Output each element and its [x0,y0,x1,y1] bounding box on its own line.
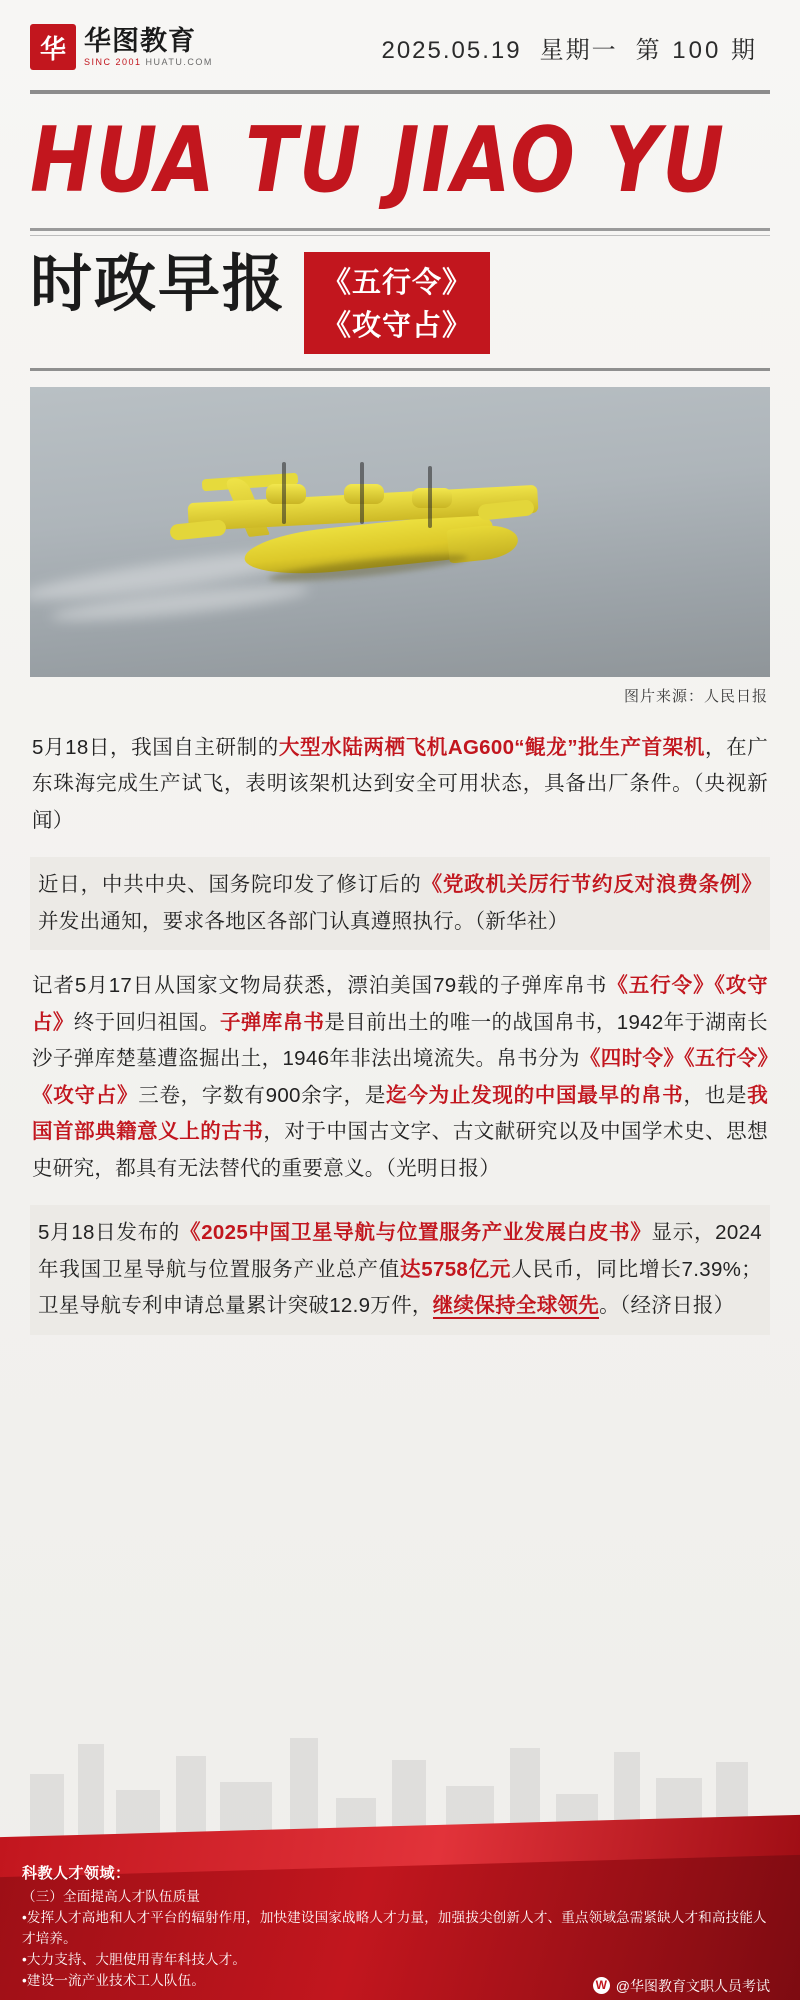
badge-line-1: 《五行令》 [322,267,473,299]
highlight-segment: 子弹库帛书 [219,1010,325,1034]
photo-block [0,371,800,706]
engine-2 [344,484,384,504]
logo-subtitle [84,58,213,67]
highlight-segment: 大型水陆两栖飞机AG600“鲲龙”批生产首架机 [278,736,705,759]
title-divider-thick [30,228,770,231]
logo-text [84,25,213,67]
highlight-segment: 我国首部典籍意义上的古书 [32,1083,769,1144]
highlight-segment: 《五行令》《攻守占》 [32,974,768,1034]
weibo-handle[interactable] [593,1976,770,1996]
text-segment: 5月18日，我国自主研制的 [32,736,279,759]
text-segment: 显示，2024年我国卫星导航与位置服务产业总产值 [38,1221,762,1281]
footer-banner [0,1848,800,2000]
engine-1 [266,484,306,504]
issue-number: 第 100 期 [635,36,758,64]
highlight-segment: 迄今为止发现的中国最早的帛书 [386,1083,684,1107]
header [0,0,800,80]
weekday-text: 星期一 [539,36,618,64]
brand-logo [30,24,213,70]
text-segment: ，在广东珠海完成生产试飞，表明该架机达到安全可用状态，具备出厂条件。（央视新闻） [32,736,769,832]
logo-mark-icon: 华 [30,24,76,70]
text-segment: 三卷，字数有900余字，是 [138,1083,387,1107]
highlight-segment: 《2025中国卫星导航与位置服务产业发展白皮书》 [180,1221,652,1245]
section-badge [304,252,490,354]
highlight-segment: 《党政机关厉行节约反对浪费条例》 [421,873,762,897]
weibo-icon: W [593,1977,610,1994]
aircraft-illustration [148,472,578,602]
text-segment: ，也是 [683,1083,748,1107]
propeller-3-icon [428,466,432,528]
text-segment: 5月18日发布的 [38,1221,181,1245]
footer-line: （三）全面提高人才队伍质量 [22,1889,201,1904]
text-segment: 记者5月17日从国家文物局获悉，漂泊美国79载的子弹库帛书 [32,974,608,998]
footer-line: •建设一流产业技术工人队伍。 [22,1972,206,1988]
text-segment: 并发出通知，要求各地区各部门认真遵照执行。（新华社） [38,909,569,933]
footer-line: •大力支持、大胆使用青年科技人才。 [22,1951,247,1967]
propeller-1-icon [282,462,286,524]
photo-credit: 图片来源：人民日报 [623,688,768,705]
text-segment: ，对于中国古文字、古文献研究以及中国学术史、思想史研究，都具有无法替代的重要意义。（光明日报） [32,1120,768,1180]
text-segment: 终于回归祖国。 [73,1010,220,1034]
text-segment: 人民币，同比增长7.39%；卫星导航专利申请总量累计突破12.9万件， [38,1257,762,1318]
engine-3 [412,488,452,508]
highlight-segment: 达5758亿元 [400,1257,512,1281]
article-paragraph [30,857,770,950]
article-paragraph [30,726,770,843]
weibo-account-label: @华图教育文职人员考试 [615,1977,770,1994]
footer-title: 科教人才领域： [22,1865,131,1882]
article-body [0,706,800,1335]
article-paragraph [30,1205,770,1334]
propeller-2-icon [360,462,364,524]
section-head [0,236,800,354]
badge-line-2: 《攻守占》 [322,310,473,342]
highlight-segment: 《四时令》《五行令》《攻守占》 [32,1047,769,1107]
text-segment: 。（经济日报） [599,1294,735,1318]
text-segment: 近日，中共中央、国务院印发了修订后的 [38,873,422,897]
text-segment: 是目前出土的唯一的战国帛书，1942年于湖南长沙子弹库楚墓遭盗掘出土，1946年非法出境流失。帛书分为 [32,1010,768,1071]
date-text: 2025.05.19 [381,36,522,64]
page-title-pinyin: HUA TU JIAO YU [30,106,727,212]
logo-domain: HUATU.COM [145,56,213,67]
article-paragraph [30,964,770,1191]
news-photo [30,387,770,677]
footer-content [22,1862,778,1992]
wing-float-left [169,519,226,541]
logo-name: 华图教育 [84,25,196,56]
header-dateline [381,30,770,65]
footer-line: •发挥人才高地和人才平台的辐射作用，加快建设国家战略人才力量，加强拔尖创新人才、重点领域急需紧缺人才和高技能人才培养。 [22,1909,767,1946]
section-title: 时政早报 [30,250,287,319]
logo-est: SINC 2001 [84,56,142,67]
highlight-segment: 继续保持全球领先 [432,1294,600,1318]
